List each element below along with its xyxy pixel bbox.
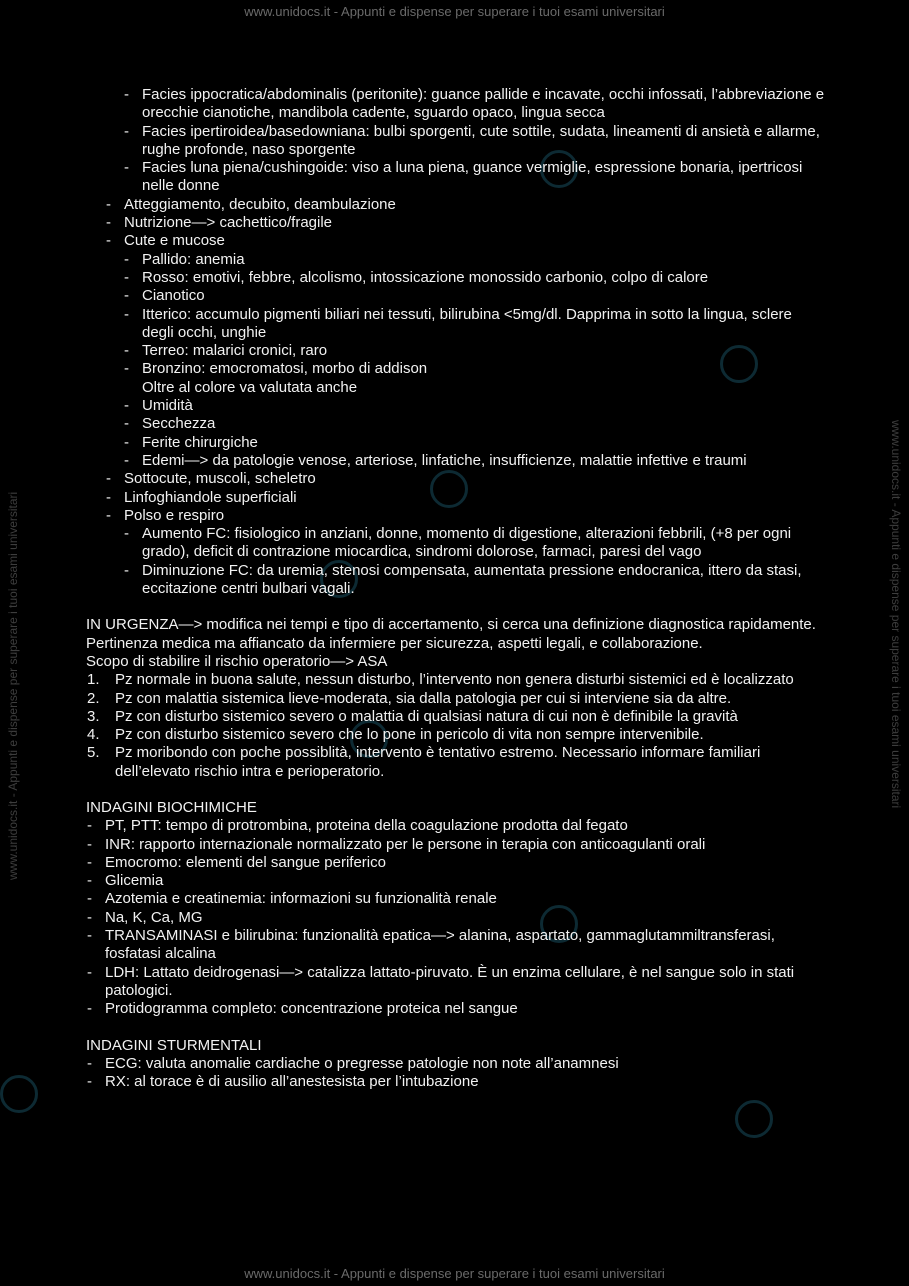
- watermark-side-left: www.unidocs.it - Appunti e dispense per superare i tuoi esami universitari: [6, 491, 20, 880]
- bullet-dash: -: [124, 451, 129, 469]
- cute-item-text: Rosso: emotivi, febbre, alcolismo, intossicazione monossido carbonio, colpo di calore: [142, 268, 709, 286]
- bullet-dash: -: [124, 360, 129, 378]
- asa-number: 5.: [87, 744, 100, 762]
- exam-item-text: Linfoghiandole superficiali: [124, 488, 297, 506]
- biochimiche-item-text: PT, PTT: tempo di protrombina, proteina della coagulazione prodotta dal fegato: [105, 817, 628, 835]
- asa-item: [87, 744, 826, 781]
- facies-item: [124, 86, 826, 123]
- exam-item: [106, 214, 826, 232]
- exam-item-text: Sottocute, muscoli, scheletro: [124, 470, 316, 488]
- bullet-dash: -: [106, 232, 111, 250]
- biochimiche-item: [87, 963, 826, 1001]
- bullet-dash: -: [87, 872, 92, 890]
- asa-item: [87, 707, 826, 726]
- strumentali-heading: INDAGINI STURMENTALI: [86, 1036, 262, 1054]
- bullet-dash: -: [87, 927, 92, 945]
- cute-item-text: Umidità: [142, 397, 193, 415]
- cute-item: [124, 451, 826, 470]
- watermark-top: www.unidocs.it - Appunti e dispense per superare i tuoi esami universitari: [244, 4, 665, 19]
- cute-list: [86, 251, 826, 379]
- asa-text: Pz con disturbo sistemico severo o malattia di qualsiasi natura di cui non è definibile la gravità: [115, 707, 738, 725]
- bullet-dash: -: [87, 1000, 92, 1018]
- biochimiche-item-text: LDH: Lattato deidrogenasi—> catalizza lattato-piruvato. È un enzima cellulare, è nel sangue solo in stati patologici.: [105, 963, 795, 999]
- bullet-dash: -: [87, 1054, 92, 1072]
- asa-text: Pz con disturbo sistemico severo che lo pone in pericolo di vita non sempre intervenibile.: [115, 726, 704, 744]
- watermark-logo-icon: [735, 1100, 773, 1138]
- cute-item: [124, 305, 826, 343]
- cute-item: [124, 433, 826, 452]
- bullet-dash: -: [106, 488, 111, 506]
- polso-item-text: Diminuzione FC: da uremia, stenosi compensata, aumentata pressione endocranica, ittero da stasi, eccitazione centri bulbari vagali.: [142, 561, 802, 598]
- bullet-dash: -: [124, 122, 129, 140]
- cute-item-text: Secchezza: [142, 415, 216, 433]
- biochimiche-item: [87, 817, 826, 835]
- cute-item: [124, 287, 826, 305]
- strumentali-item: [87, 1073, 826, 1091]
- bullet-dash: -: [124, 525, 129, 543]
- biochimiche-item: [87, 872, 826, 890]
- watermark-logo-icon: [0, 1075, 38, 1113]
- biochimiche-item: [87, 835, 826, 854]
- cute-item: [124, 268, 826, 287]
- polso-item: [124, 525, 826, 562]
- bullet-dash: -: [87, 817, 92, 835]
- asa-number: 3.: [87, 707, 100, 725]
- cute-item-text: Edemi—> da patologie venose, arteriose, linfatiche, insufficienze, malattie infettive e traumi: [142, 451, 747, 469]
- bullet-dash: -: [106, 214, 111, 232]
- bullet-dash: -: [106, 195, 111, 213]
- cute-item-text: Cianotico: [142, 287, 205, 305]
- bullet-dash: -: [87, 1073, 92, 1091]
- bullet-dash: -: [124, 397, 129, 415]
- exam-item: [106, 470, 826, 488]
- cute-item-text: Terreo: malarici cronici, raro: [142, 342, 328, 360]
- bullet-dash: -: [106, 506, 111, 524]
- biochimiche-heading: INDAGINI BIOCHIMICHE: [86, 798, 257, 816]
- strumentali-item-text: ECG: valuta anomalie cardiache o pregresse patologie non note all’anamnesi: [105, 1054, 619, 1072]
- bullet-dash: -: [87, 908, 92, 926]
- asa-item: [87, 726, 826, 744]
- bullet-dash: -: [124, 305, 129, 323]
- strumentali-item: [87, 1054, 826, 1073]
- biochimiche-item: [87, 890, 826, 908]
- biochimiche-item: [87, 1000, 826, 1018]
- bullet-dash: -: [124, 433, 129, 451]
- bullet-dash: -: [124, 159, 129, 177]
- asa-list: [86, 671, 826, 781]
- biochimiche-item: [87, 853, 826, 872]
- exam-item-text: Cute e mucose: [124, 232, 225, 250]
- cute-item: [124, 397, 826, 415]
- biochimiche-item: [87, 927, 826, 964]
- biochimiche-list: [86, 817, 826, 1018]
- exam-item: [106, 195, 826, 214]
- exam-item: [106, 232, 826, 250]
- asa-number: 4.: [87, 726, 100, 744]
- cute-note: Oltre al colore va valutata anche: [142, 378, 358, 396]
- strumentali-item-text: RX: al torace è di ausilio all’anestesista per l’intubazione: [105, 1073, 479, 1091]
- polso-item: [124, 561, 826, 599]
- exam-list-b: [86, 470, 826, 525]
- bullet-dash: -: [124, 342, 129, 360]
- polso-list: [86, 525, 826, 598]
- cute-list-b: [86, 397, 826, 470]
- biochimiche-item-text: Azotemia e creatinemia: informazioni su funzionalità renale: [105, 890, 497, 908]
- bullet-dash: -: [124, 268, 129, 286]
- cute-item: [124, 360, 826, 378]
- biochimiche-item-text: Na, K, Ca, MG: [105, 908, 203, 926]
- bullet-dash: -: [124, 250, 129, 268]
- cute-item-text: Ferite chirurgiche: [142, 433, 258, 451]
- biochimiche-item: [87, 908, 826, 927]
- urgenza-paragraph-3: Scopo di stabilire il rischio operatorio—> ASA: [86, 652, 388, 670]
- bullet-dash: -: [124, 415, 129, 433]
- facies-list: [86, 86, 826, 196]
- cute-item-text: Bronzino: emocromatosi, morbo di addison: [142, 360, 428, 378]
- biochimiche-item-text: Glicemia: [105, 872, 164, 890]
- asa-text: Pz normale in buona salute, nessun disturbo, l’intervento non genera disturbi sistemici ed è localizzato: [115, 671, 794, 689]
- watermark-bottom: www.unidocs.it - Appunti e dispense per superare i tuoi esami universitari: [244, 1266, 665, 1281]
- exam-item-text: Polso e respiro: [124, 506, 225, 524]
- asa-text: Pz moribondo con poche possiblità, intervento è tentativo estremo. Necessario informare familiari dell’elevato rischio intra e perioperatorio.: [115, 744, 761, 780]
- exam-item: [106, 488, 826, 507]
- strumentali-list: [86, 1055, 826, 1092]
- asa-item: [87, 671, 826, 689]
- facies-item: [124, 159, 826, 196]
- bullet-dash: -: [87, 890, 92, 908]
- asa-number: 1.: [87, 671, 100, 689]
- document-body: [86, 86, 826, 1091]
- cute-item: [124, 250, 826, 269]
- cute-item-text: Itterico: accumulo pigmenti biliari nei tessuti, bilirubina <5mg/dl. Dapprima in sotto la lingua, sclere degli occhi, unghie: [142, 305, 792, 341]
- facies-item-text: Facies ipertiroidea/basedowniana: bulbi sporgenti, cute sottile, sudata, lineamenti di ansietà e allarme, rughe profonde, naso sporgente: [142, 122, 820, 158]
- cute-item: [124, 415, 826, 433]
- bullet-dash: -: [87, 853, 92, 871]
- facies-item-text: Facies luna piena/cushingoide: viso a luna piena, guance vermiglie, espressione bonaria, ipertricosi nelle donne: [142, 159, 803, 195]
- biochimiche-item-text: INR: rapporto internazionale normalizzato per le persone in terapia con anticoagulanti orali: [105, 835, 706, 853]
- bullet-dash: -: [124, 561, 129, 579]
- biochimiche-item-text: Emocromo: elementi del sangue periferico: [105, 853, 386, 871]
- bullet-dash: -: [106, 470, 111, 488]
- asa-number: 2.: [87, 689, 100, 707]
- bullet-dash: -: [124, 86, 129, 103]
- asa-item: [87, 689, 826, 708]
- bullet-dash: -: [87, 835, 92, 853]
- biochimiche-item-text: TRANSAMINASI e bilirubina: funzionalità epatica—> alanina, aspartato, gammaglutammiltransferasi, fosfatasi alcalina: [105, 927, 775, 963]
- bullet-dash: -: [124, 287, 129, 305]
- biochimiche-item-text: Protidogramma completo: concentrazione proteica nel sangue: [105, 1000, 518, 1018]
- asa-text: Pz con malattia sistemica lieve-moderata, sia dalla patologia per cui si interviene sia da altre.: [115, 689, 732, 707]
- cute-item: [124, 342, 826, 360]
- urgenza-paragraph-1: IN URGENZA—> modifica nei tempi e tipo di accertamento, si cerca una definizione diagnostica rapidamente.: [86, 616, 816, 634]
- watermark-side-right: www.unidocs.it - Appunti e dispense per superare i tuoi esami universitari: [889, 420, 903, 809]
- facies-item-text: Facies ippocratica/abdominalis (peritonite): guance pallide e incavate, occhi infossati, l’abbreviazione e orecchie cianotiche, mandibola cadente, sguardo opaco, lingua secca: [142, 86, 825, 122]
- cute-item-text: Pallido: anemia: [142, 250, 245, 268]
- urgenza-paragraph-2: Pertinenza medica ma affiancato da infermiere per sicurezza, aspetti legali, e collaborazione.: [86, 634, 703, 652]
- exam-item-text: Nutrizione—> cachettico/fragile: [124, 214, 333, 232]
- polso-item-text: Aumento FC: fisiologico in anziani, donne, momento di digestione, alterazioni febbrili, (+8 per ogni grado), deficit di contrazione miocardica, sindromi dolorose, farmaci, paresi del vago: [142, 525, 792, 561]
- bullet-dash: -: [87, 963, 92, 981]
- exam-list-a: [86, 196, 826, 251]
- exam-item-text: Atteggiamento, decubito, deambulazione: [124, 195, 396, 213]
- exam-item: [106, 506, 826, 525]
- facies-item: [124, 122, 826, 160]
